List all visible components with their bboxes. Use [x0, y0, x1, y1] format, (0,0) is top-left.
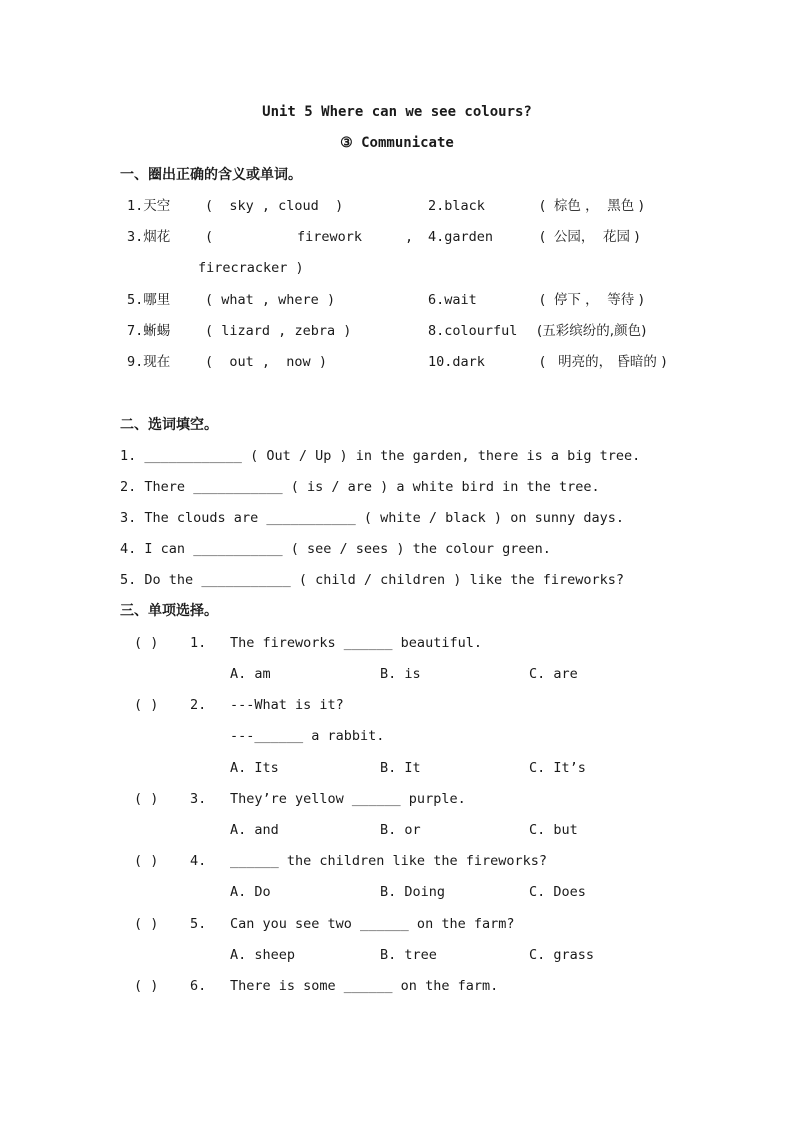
answer-paren[interactable]: ( ) — [134, 635, 159, 651]
sentence-text: the colour green. — [412, 541, 551, 557]
choice-options: ( see / sees ) — [290, 541, 405, 557]
question-text: ---What is it? — [230, 697, 344, 713]
sentence-text: like the fireworks? — [469, 572, 625, 588]
question-text: ______ the children like the fireworks? — [230, 853, 547, 869]
option-1: 棕色 — [553, 198, 581, 214]
vocab-item — [127, 291, 170, 309]
option-b: B. It — [380, 760, 421, 776]
fill-in-item — [120, 478, 600, 496]
answer-paren[interactable]: ( ) — [134, 978, 159, 994]
item-number: 8. — [428, 323, 445, 339]
vocab-item — [428, 291, 477, 309]
question-text: The fireworks ______ beautiful. — [230, 635, 482, 651]
option-1: lizard — [221, 323, 271, 339]
option-2: 黑色 — [607, 198, 635, 214]
item-word: 哪里 — [143, 292, 171, 308]
option-c: C. are — [529, 666, 578, 682]
item-number: 4. — [428, 229, 445, 245]
option-c: C. grass — [529, 947, 595, 963]
vocab-options: (五彩缤纷的,颜色) — [537, 323, 647, 339]
item-word: 天空 — [143, 198, 171, 214]
item-number: 1. — [120, 448, 137, 464]
item-word: colourful — [444, 323, 518, 339]
option-1: sky — [229, 198, 254, 214]
option-c: C. Does — [529, 884, 586, 900]
option-1: out — [229, 354, 254, 370]
item-word: black — [444, 198, 485, 214]
vocab-item — [127, 353, 170, 371]
answer-paren[interactable]: ( ) — [134, 853, 159, 869]
option-separator: , — [405, 229, 414, 245]
item-number: 2. — [120, 479, 137, 495]
option-1: what — [221, 292, 254, 308]
answer-paren[interactable]: ( ) — [134, 791, 159, 807]
question-number: 4. — [190, 853, 207, 869]
question-text: There is some ______ on the farm. — [230, 978, 499, 994]
choice-options: ( is / are ) — [290, 479, 389, 495]
fill-in-item — [120, 447, 640, 465]
item-word: 现在 — [143, 354, 171, 370]
option-2: 花园 — [602, 229, 630, 245]
item-number: 1. — [127, 198, 144, 214]
vocab-options: ( sky , cloud ) — [205, 198, 344, 214]
option-2: zebra — [294, 323, 336, 339]
option-1: firework — [297, 229, 363, 245]
question-number: 5. — [190, 916, 207, 932]
sentence-text: The clouds are — [144, 510, 259, 526]
question-number: 1. — [190, 635, 207, 651]
option-b: B. Doing — [380, 884, 446, 900]
fill-in-item — [120, 571, 624, 589]
option-a: A. am — [230, 666, 271, 682]
option-c: C. but — [529, 822, 578, 838]
vocab-item — [428, 197, 485, 215]
item-word: garden — [444, 229, 494, 245]
item-word: 蜥蜴 — [143, 323, 171, 339]
item-word: wait — [444, 292, 477, 308]
choice-options: ( child / children ) — [298, 572, 462, 588]
option-2: now — [286, 354, 311, 370]
sentence-text: a white bird in the tree. — [396, 479, 600, 495]
page-subtitle: ③ Communicate — [340, 135, 454, 151]
option-a: A. and — [230, 822, 279, 838]
option-1: 停下 — [553, 292, 581, 308]
vocab-options: ( — [205, 229, 214, 245]
option-2: where — [278, 292, 319, 308]
vocab-options: ( 棕色 ， 黑色 ) — [540, 198, 644, 214]
item-number: 7. — [127, 323, 144, 339]
page-title: Unit 5 Where can we see colours? — [262, 104, 532, 120]
section3-heading: 三、单项选择。 — [120, 603, 218, 619]
sentence-text: There — [144, 479, 186, 495]
answer-blank[interactable]: ___________ — [201, 572, 291, 588]
vocab-options: ( out , now ) — [205, 354, 327, 370]
option-1: 公园 — [553, 229, 581, 245]
option-2: cloud — [278, 198, 319, 214]
item-number: 3. — [120, 510, 137, 526]
option-2: firecracker — [198, 260, 288, 276]
option-2: 等待 — [607, 292, 635, 308]
answer-blank[interactable]: ___________ — [193, 541, 283, 557]
answer-paren[interactable]: ( ) — [134, 916, 159, 932]
sentence-text: in the garden, there is a big tree. — [355, 448, 641, 464]
vocab-item — [428, 353, 485, 371]
option-b: B. tree — [380, 947, 437, 963]
answer-blank[interactable]: ____________ — [144, 448, 242, 464]
option-2: 颜色 — [614, 323, 642, 339]
question-text: They’re yellow ______ purple. — [230, 791, 466, 807]
vocab-item — [428, 322, 517, 340]
vocab-options: ( 明亮的， 昏暗的 ) — [540, 354, 667, 370]
option-1: 五彩缤纷的 — [542, 323, 610, 339]
vocab-item — [127, 228, 170, 246]
vocab-options: ( 公园， 花园 ) — [540, 229, 640, 245]
option-c: C. It’s — [529, 760, 586, 776]
item-number: 5. — [127, 292, 144, 308]
section1-heading: 一、圈出正确的含义或单词。 — [120, 167, 302, 183]
item-word: 烟花 — [143, 229, 171, 245]
choice-options: ( white / black ) — [363, 510, 503, 526]
vocab-item — [428, 228, 493, 246]
question-number: 2. — [190, 697, 207, 713]
item-number: 5. — [120, 572, 137, 588]
question-number: 3. — [190, 791, 207, 807]
item-number: 6. — [428, 292, 445, 308]
answer-blank[interactable]: ___________ — [266, 510, 356, 526]
item-number: 2. — [428, 198, 445, 214]
question-number: 6. — [190, 978, 207, 994]
choice-options: ( Out / Up ) — [250, 448, 348, 464]
fill-in-item — [120, 540, 551, 558]
vocab-item — [127, 197, 170, 215]
item-number: 10. — [428, 354, 453, 370]
vocab-options: ( what , where ) — [205, 292, 336, 308]
question-text: Can you see two ______ on the farm? — [230, 916, 515, 932]
option-2: 昏暗的 — [616, 354, 657, 370]
vocab-options: ( lizard , zebra ) — [205, 323, 352, 339]
option-a: A. Do — [230, 884, 271, 900]
question-text: ---______ a rabbit. — [230, 728, 385, 744]
option-b: B. is — [380, 666, 421, 682]
sentence-text: on sunny days. — [510, 510, 624, 526]
section2-heading: 二、选词填空。 — [120, 417, 218, 433]
item-word: dark — [452, 354, 485, 370]
vocab-options-cont: firecracker ) — [198, 260, 304, 276]
sentence-text: I can — [144, 541, 186, 557]
option-1: 明亮的 — [558, 354, 599, 370]
sentence-text: Do the — [144, 572, 194, 588]
vocab-options: ( 停下 ， 等待 ) — [540, 292, 644, 308]
answer-blank[interactable]: ___________ — [193, 479, 283, 495]
fill-in-item — [120, 509, 624, 527]
option-b: B. or — [380, 822, 421, 838]
option-a: A. Its — [230, 760, 279, 776]
answer-paren[interactable]: ( ) — [134, 697, 159, 713]
item-number: 3. — [127, 229, 144, 245]
option-a: A. sheep — [230, 947, 296, 963]
item-number: 4. — [120, 541, 137, 557]
item-number: 9. — [127, 354, 144, 370]
vocab-item — [127, 322, 170, 340]
